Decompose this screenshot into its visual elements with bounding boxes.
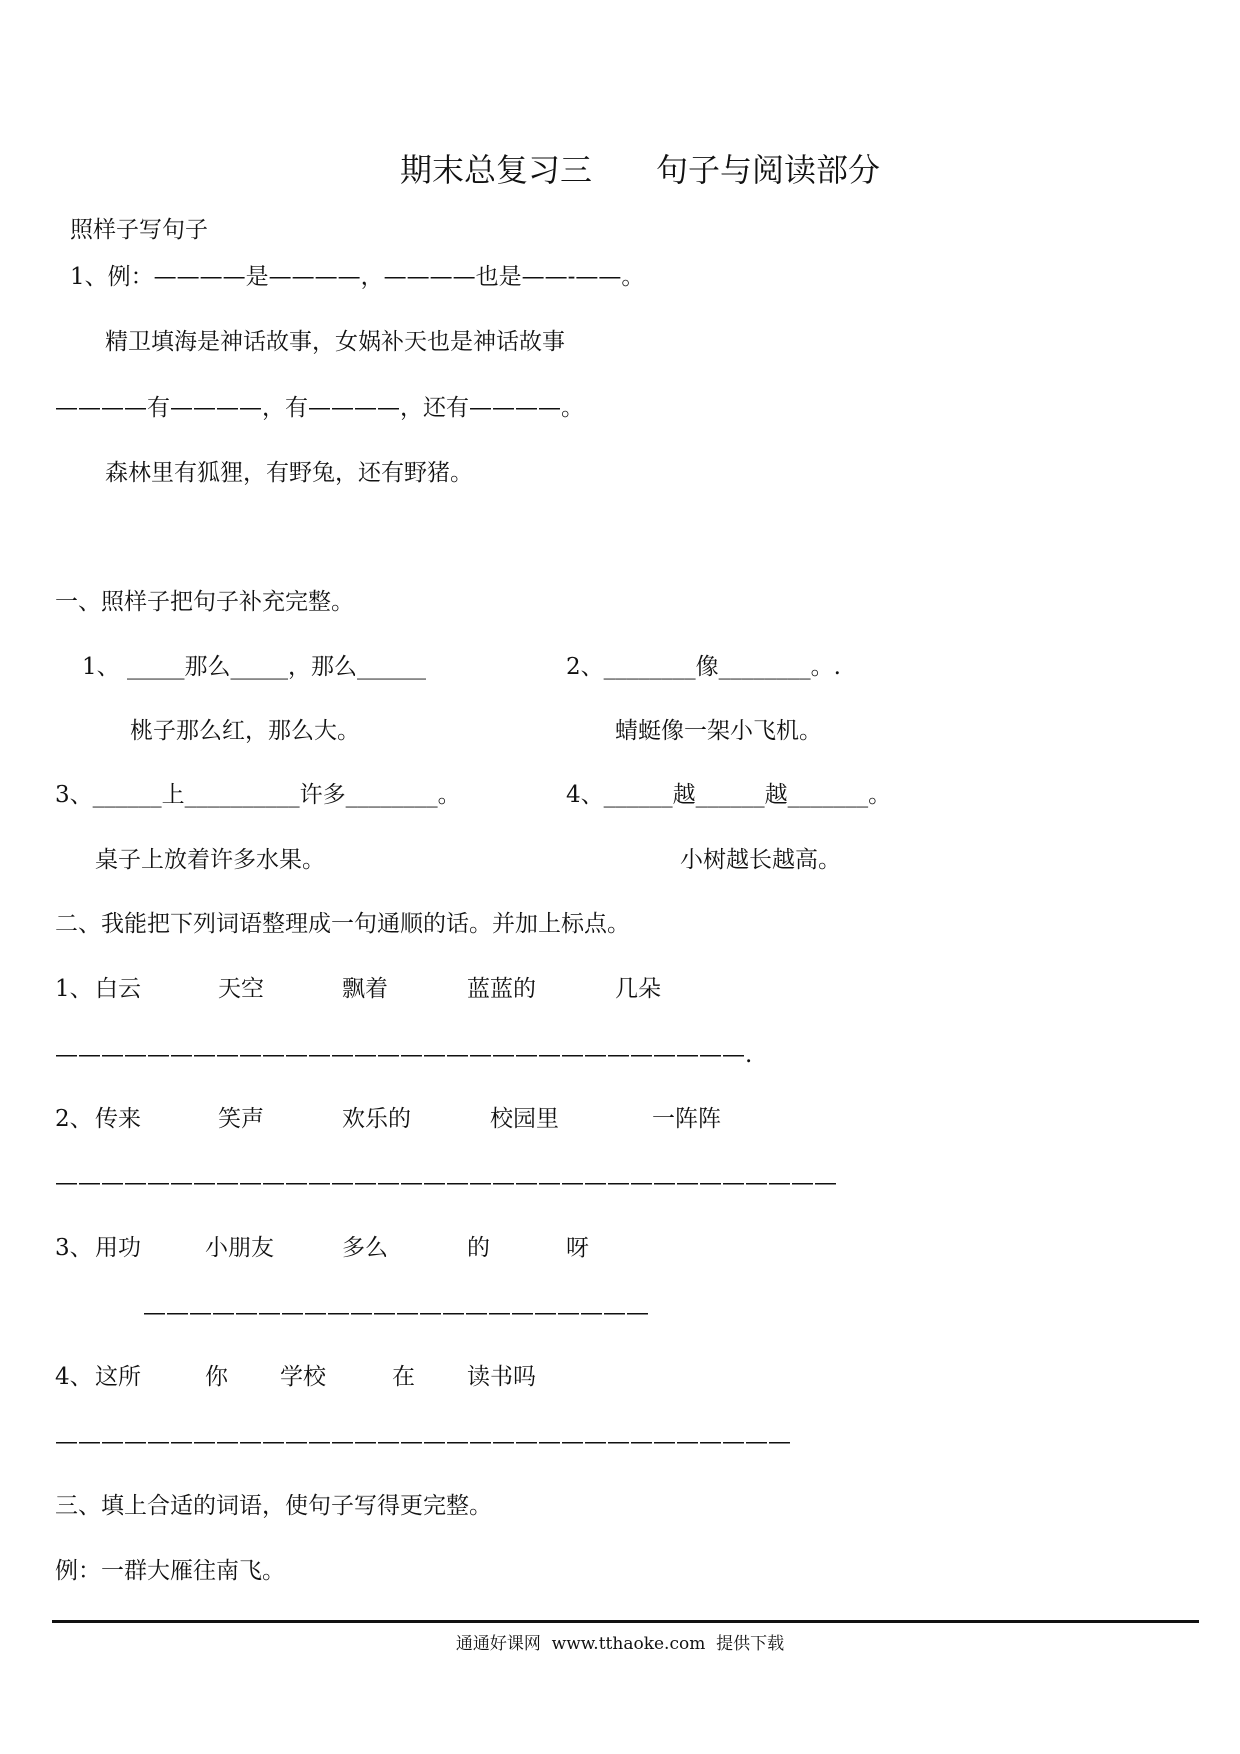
intro-pattern-1: 1、例：————是————，————也是——-——。 [70, 264, 645, 290]
section2-item-4-word-1: 这所 [95, 1364, 141, 1390]
section2-item-2-answer-line: —————————————————————————————————— [55, 1170, 837, 1196]
section2-item-4-word-4: 在 [392, 1364, 415, 1390]
section1-item-1-pattern: 1、 _____那么_____，那么______ [82, 654, 426, 680]
section2-item-4-num: 4、 [55, 1364, 93, 1390]
section2-item-2-word-3: 欢乐的 [342, 1106, 411, 1132]
footer-rule [52, 1620, 1199, 1623]
section2-heading: 二、我能把下列词语整理成一句通顺的话。并加上标点。 [55, 911, 630, 937]
section2-item-1-answer-line: ——————————————————————————————. [55, 1042, 753, 1068]
section2-item-3-word-3: 多么 [342, 1235, 388, 1261]
section2-item-1-word-1: 白云 [95, 976, 141, 1002]
section2-item-3-word-2: 小朋友 [205, 1235, 274, 1261]
intro-sample-2: 森林里有狐狸，有野兔，还有野猪。 [105, 460, 473, 486]
section1-item-4-sample: 小树越长越高。 [680, 847, 841, 873]
footer-text: 通通好课网 www.tthaoke.com 提供下载 [455, 1634, 785, 1654]
section1-item-1-sample: 桃子那么红，那么大。 [130, 718, 360, 744]
section1-item-3-pattern: 3、______上__________许多________。 [55, 782, 461, 808]
section1-item-3-sample: 桌子上放着许多水果。 [95, 847, 325, 873]
section2-item-2-word-1: 传来 [95, 1106, 141, 1132]
section2-item-3-word-4: 的 [467, 1235, 490, 1261]
section2-item-4-word-3: 学校 [280, 1364, 326, 1390]
intro-pattern-2: ————有————，有————，还有————。 [55, 395, 584, 421]
section1-item-2-sample: 蜻蜓像一架小飞机。 [615, 718, 822, 744]
section2-item-1-word-4: 蓝蓝的 [467, 976, 536, 1002]
section2-item-3-num: 3、 [55, 1235, 93, 1261]
section3-example: 例：一群大雁往南飞。 [55, 1558, 285, 1584]
section2-item-4-word-5: 读书吗 [467, 1364, 536, 1390]
section2-item-3-word-5: 呀 [566, 1235, 589, 1261]
intro-sample-1: 精卫填海是神话故事，女娲补天也是神话故事 [105, 329, 565, 355]
section1-item-2-pattern: 2、________像________。. [566, 654, 841, 680]
section1-item-4-pattern: 4、______越______越_______。 [566, 782, 892, 808]
section2-item-2-word-2: 笑声 [218, 1106, 264, 1132]
section2-item-3-answer-line: —————————————————————— [143, 1300, 649, 1326]
section2-item-1-word-5: 几朵 [615, 976, 661, 1002]
section2-item-3-word-1: 用功 [95, 1235, 141, 1261]
section2-item-4-answer-line: ———————————————————————————————— [55, 1429, 791, 1455]
section2-item-2-word-4: 校园里 [490, 1106, 559, 1132]
section2-item-2-word-5: 一阵阵 [652, 1106, 721, 1132]
intro-heading: 照样子写句子 [70, 217, 208, 243]
section2-item-2-num: 2、 [55, 1106, 93, 1132]
section2-item-1-word-2: 天空 [218, 976, 264, 1002]
section1-heading: 一、照样子把句子补充完整。 [55, 589, 354, 615]
section2-item-1-num: 1、 [55, 976, 93, 1002]
page-title: 期末总复习三 句子与阅读部分 [400, 151, 881, 189]
section2-item-1-word-3: 飘着 [342, 976, 388, 1002]
section3-heading: 三、填上合适的词语，使句子写得更完整。 [55, 1493, 492, 1519]
section2-item-4-word-2: 你 [205, 1364, 228, 1390]
